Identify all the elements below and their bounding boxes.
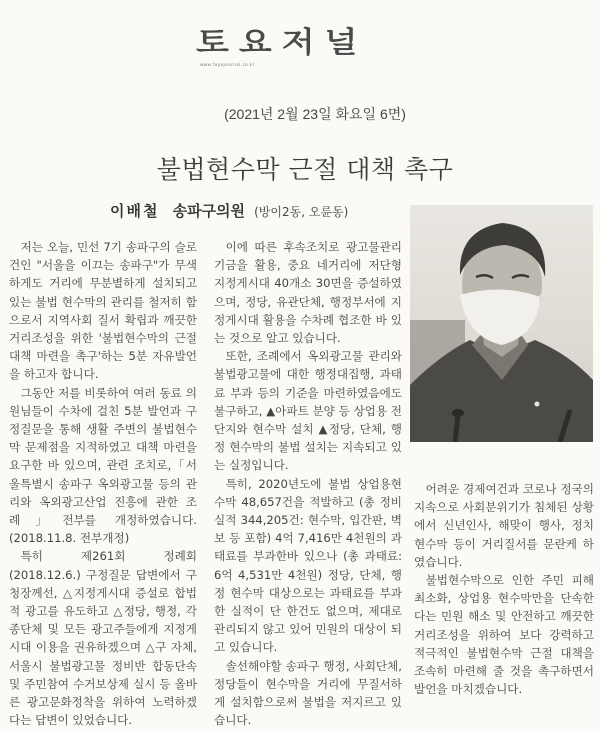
byline — [110, 200, 348, 221]
paragraph: 저는 오늘, 민선 7기 송파구의 슬로건인 "서울을 이끄는 송파구"가 무색하게도 거리에 무분별하게 설치되고 있는 불법 현수막의 관리를 철저히 함으로서 지역사회 질서 확립과 깨끗한 거리조성을 위한 '불법현수막의 근절 대책 마련을 촉구'하는 5분 자유발언을 하고자 합니다. — [9, 240, 197, 382]
masthead-url: www.toyojournal.co.kr — [200, 62, 255, 67]
paragraph: 또한, 조례에서 옥외광고물 관리와 불법광고물에 대한 행정대집행, 과태료 부과 등의 기준을 마련하였음에도 불구하고, ▲아파트 분양 등 상업용 전단지와 현수막 설치 ▲정당, 단체, 행정 현수막의 불법 설치는 지속되고 있는 실정입니다. — [214, 349, 402, 473]
author-district: (방이2동, 오륜동) — [254, 205, 349, 219]
paragraph: 어려운 경제여건과 코로나 정국의 지속으로 사회분위기가 침체된 상황에서 신년인사, 해맞이 행사, 정치 현수막 등이 거리질서를 문란케 하였습니다. — [414, 482, 594, 569]
paragraph: 특히 제261회 정례회(2018.12.6.) 구정질문 답변에서 구청장께선, △지정게시대 증설로 합법적 광고를 유도하고 △정당, 행정, 각종단체 및 모든 광고주들에게 지정게시대 이용을 권유하겠으며 △구 자체, 서울시 불법광고물 정비반 합동단속 및 주민참여 수거보상제 실시 등 올바른 광고문화정착을 위하여 노력하겠다는 답변이 있었습니다. — [9, 549, 197, 728]
author-photo — [410, 205, 593, 442]
author-role: 송파구의원 — [172, 202, 246, 220]
paragraph: 특히, 2020년도에 불법 상업용현수막 48,657건을 적발하고 (총 정비실적 344,205건: 현수막, 입간판, 벽보 등 포함) 4억 7,416만 4천원의 과태료를 부과한바 있으나 (총 과태료: 6억 4,531만 4천원) 정당, 단체, 행정 현수막 대상으로는 과태료를 부과한 실적이 단 한건도 없으며, 제대로 관리되지 않고 있어 민원의 대상이 되고 있습니다. — [214, 476, 402, 655]
newspaper-logo: 토요저널 — [196, 25, 368, 60]
paragraph: 불법현수막으로 인한 주민 피해 최소화, 상업용 현수막만을 단속한다는 민원 해소 및 안전하고 깨끗한 거리조성을 위하여 보다 강력하고 적극적인 불법현수막 근절 대책을 조속히 마련해 줄 것을 촉구하면서 발언을 마치겠습니다. — [414, 573, 594, 697]
portrait-illustration — [410, 205, 593, 442]
author-name: 이배철 — [110, 202, 160, 220]
paragraph: 이에 따른 후속조치로 광고물관리기금을 활용, 중요 네거리에 저단형 지정게시대 40개소 30면을 증설하였으며, 정당, 유관단체, 행정부서에 지정게시대 활용을 수차례 협조한 바 있는 것으로 알고 있습니다. — [214, 240, 402, 346]
masthead — [196, 25, 406, 68]
article-column-2 — [214, 238, 402, 729]
article-headline: 불법현수막 근절 대책 촉구 — [156, 155, 454, 184]
article-column-1 — [9, 238, 197, 729]
paragraph: 솔선해야할 송파구 행정, 사회단체, 정당들이 현수막을 거리에 무질서하게 설치함으로써 불법을 저지르고 있습니다. — [214, 658, 402, 728]
article-column-3 — [414, 480, 594, 698]
paragraph: 그동안 저를 비롯하여 여러 동료 의원님들이 수차에 걸친 5분 발언과 구정질문을 통해 생활 주변의 불법현수막 문제점을 지적하였고 대책 마련을 요구한 바 있으며, 관련 조치로,「서울특별시 송파구 옥외광고물 등의 관리와 옥외광고산업 진흥에 관한 조례」전부를 개정하였습니다. (2018.11.8. 전부개정) — [9, 385, 197, 546]
dateline: (2021년 2월 23일 화요일 6면) — [224, 106, 406, 122]
